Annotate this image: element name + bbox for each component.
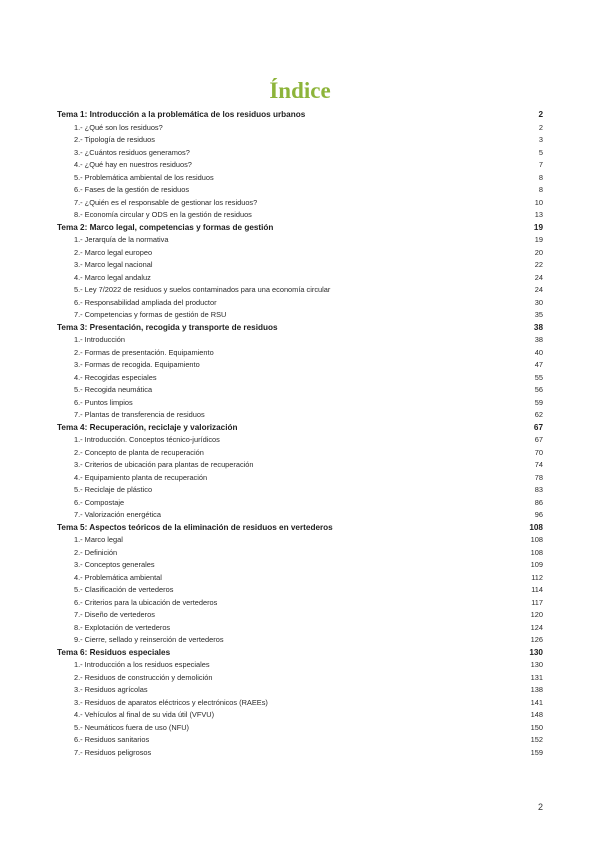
- toc-entry[interactable]: [57, 160, 543, 173]
- toc-entry-title: 8.- Explotación de vertederos: [74, 622, 171, 632]
- toc-entry-title: 4.- Vehículos al final de su vida útil (VFVU): [74, 710, 215, 719]
- toc-entry[interactable]: [57, 173, 543, 186]
- toc-entry[interactable]: [57, 410, 543, 423]
- toc-entry[interactable]: [57, 735, 543, 748]
- toc-section-heading[interactable]: [57, 523, 543, 536]
- toc-entry-page: 3: [538, 135, 543, 144]
- toc-entry-title: 7.- Residuos peligrosos: [74, 747, 152, 757]
- toc-entry-title: 5.- Problemática ambiental de los residuos: [74, 172, 214, 182]
- toc-entry-title: 2.- Marco legal europeo: [74, 247, 153, 257]
- toc-entry-page: 74: [534, 460, 543, 469]
- toc-entry-title: 3.- ¿Cuántos residuos generamos?: [74, 147, 190, 157]
- toc-entry-title: 1.- Jerarquía de la normativa: [74, 235, 169, 244]
- toc-entry[interactable]: [57, 623, 543, 636]
- toc-entry-page: 8: [538, 172, 543, 182]
- toc-entry[interactable]: [57, 335, 543, 348]
- toc-entry[interactable]: [57, 123, 543, 136]
- toc-entry[interactable]: [57, 635, 543, 648]
- toc-entry[interactable]: [57, 485, 543, 498]
- toc-entry[interactable]: [57, 448, 543, 461]
- toc-entry-title: 6.- Responsabilidad ampliada del productor: [74, 297, 217, 307]
- toc-entry-page: 24: [534, 272, 543, 282]
- toc-entry-page: 67: [534, 435, 543, 444]
- toc-entry[interactable]: [57, 148, 543, 161]
- toc-entry-title: 1.- Introducción. Conceptos técnico-jurídicos: [74, 435, 220, 444]
- toc-entry-page: 120: [530, 610, 543, 619]
- toc-entry-page: 55: [534, 372, 543, 382]
- toc-entry[interactable]: [57, 235, 543, 248]
- toc-entry[interactable]: [57, 748, 543, 761]
- table-of-contents: [57, 110, 543, 760]
- toc-entry-title: 6.- Puntos limpios: [74, 397, 133, 407]
- toc-section-page: 130: [529, 647, 543, 657]
- toc-entry[interactable]: [57, 385, 543, 398]
- toc-entry-page: 150: [530, 722, 543, 732]
- toc-entry-title: 3.- Residuos de aparatos eléctricos y electrónicos (RAEEs): [74, 697, 268, 707]
- toc-entry[interactable]: [57, 498, 543, 511]
- toc-entry[interactable]: [57, 673, 543, 686]
- toc-entry-page: 2: [538, 122, 543, 132]
- toc-entry[interactable]: [57, 398, 543, 411]
- toc-entry-title: 1.- Introducción: [74, 335, 125, 344]
- toc-entry[interactable]: [57, 473, 543, 486]
- toc-entry-page: 13: [534, 210, 543, 219]
- toc-entry-title: 7.- Competencias y formas de gestión de RSU: [74, 310, 227, 319]
- toc-entry-page: 112: [531, 572, 543, 582]
- toc-entry-page: 40: [534, 347, 543, 357]
- toc-entry[interactable]: [57, 310, 543, 323]
- toc-entry[interactable]: [57, 298, 543, 311]
- toc-entry-title: 4.- Problemática ambiental: [74, 572, 162, 582]
- toc-entry[interactable]: [57, 460, 543, 473]
- toc-entry[interactable]: [57, 435, 543, 448]
- toc-entry-page: 159: [530, 747, 543, 757]
- toc-entry-title: 4.- Equipamiento planta de recuperación: [74, 472, 208, 482]
- toc-section-page: 2: [538, 110, 543, 119]
- toc-section-title: Tema 1: Introducción a la problemática de los residuos urbanos: [57, 110, 306, 119]
- toc-entry-page: 130: [530, 660, 543, 669]
- toc-entry-title: 1.- ¿Qué son los residuos?: [74, 122, 163, 132]
- toc-entry-title: 7.- ¿Quién es el responsable de gestionar los residuos?: [74, 197, 258, 207]
- toc-entry-title: 8.- Economía circular y ODS en la gestión de residuos: [74, 210, 252, 219]
- toc-entry-page: 56: [534, 385, 543, 394]
- toc-entry[interactable]: [57, 598, 543, 611]
- toc-entry-title: 9.- Cierre, sellado y reinserción de vertederos: [74, 635, 224, 644]
- toc-entry[interactable]: [57, 573, 543, 586]
- page-number: 2: [537, 802, 543, 812]
- toc-entry[interactable]: [57, 210, 543, 223]
- toc-entry-page: 114: [531, 585, 543, 594]
- toc-entry-page: 5: [538, 147, 543, 157]
- toc-entry[interactable]: [57, 273, 543, 286]
- toc-entry-title: 7.- Plantas de transferencia de residuos: [74, 410, 205, 419]
- toc-entry[interactable]: [57, 548, 543, 561]
- toc-entry-page: 35: [534, 310, 543, 319]
- toc-entry-title: 7.- Diseño de vertederos: [74, 610, 155, 619]
- toc-entry[interactable]: [57, 585, 543, 598]
- toc-entry-page: 131: [530, 672, 543, 682]
- toc-entry-title: 5.- Neumáticos fuera de uso (NFU): [74, 722, 190, 732]
- toc-entry-page: 70: [534, 447, 543, 457]
- toc-entry-page: 22: [534, 260, 543, 269]
- toc-entry-title: 3.- Formas de recogida. Equipamiento: [74, 360, 200, 369]
- toc-entry-page: 24: [534, 285, 543, 294]
- toc-entry[interactable]: [57, 510, 543, 523]
- toc-entry-page: 96: [534, 510, 543, 519]
- page-title: Índice: [269, 78, 331, 103]
- toc-entry-page: 30: [534, 297, 543, 307]
- toc-entry[interactable]: [57, 248, 543, 261]
- toc-section-page: 108: [529, 522, 543, 532]
- toc-entry-title: 1.- Marco legal: [74, 535, 123, 544]
- toc-entry-title: 5.- Recogida neumática: [74, 385, 153, 394]
- toc-entry[interactable]: [57, 610, 543, 623]
- toc-entry-page: 20: [534, 247, 543, 257]
- toc-section-title: Tema 4: Recuperación, reciclaje y valorización: [57, 422, 238, 432]
- toc-entry-title: 2.- Concepto de planta de recuperación: [74, 447, 204, 457]
- toc-section-title: Tema 3: Presentación, recogida y transporte de residuos: [57, 322, 278, 332]
- toc-entry-title: 6.- Criterios para la ubicación de vertederos: [74, 597, 218, 607]
- toc-entry-title: 1.- Introducción a los residuos especiales: [74, 660, 210, 669]
- toc-section-page: 67: [533, 422, 543, 432]
- toc-entry-page: 47: [534, 360, 543, 369]
- toc-entry-page: 138: [530, 685, 543, 694]
- toc-entry-page: 108: [530, 535, 543, 544]
- toc-entry-title: 5.- Reciclaje de plástico: [74, 485, 153, 494]
- toc-section-heading[interactable]: [57, 223, 543, 236]
- toc-section-heading[interactable]: [57, 110, 543, 123]
- toc-entry-title: 6.- Residuos sanitarios: [74, 735, 150, 744]
- toc-entry-page: 117: [531, 597, 543, 607]
- toc-entry[interactable]: [57, 260, 543, 273]
- toc-entry-page: 38: [534, 335, 543, 344]
- toc-entry-title: 3.- Residuos agrícolas: [74, 685, 148, 694]
- toc-entry-page: 59: [534, 397, 543, 407]
- toc-entry-title: 5.- Clasificación de vertederos: [74, 585, 174, 594]
- toc-section-page: 19: [533, 222, 543, 232]
- toc-entry-title: 7.- Valorización energética: [74, 510, 161, 519]
- toc-section-page: 38: [533, 322, 543, 332]
- toc-entry-title: 5.- Ley 7/2022 de residuos y suelos contaminados para una economía circular: [74, 285, 331, 294]
- toc-entry-page: 108: [530, 547, 543, 557]
- toc-entry-title: 4.- Recogidas especiales: [74, 372, 157, 382]
- toc-section-title: Tema 6: Residuos especiales: [57, 647, 171, 657]
- toc-entry[interactable]: [57, 185, 543, 198]
- toc-entry[interactable]: [57, 198, 543, 211]
- toc-entry-page: 7: [538, 160, 543, 169]
- toc-entry-page: 152: [530, 735, 543, 744]
- toc-entry-title: 2.- Tipología de residuos: [74, 135, 155, 144]
- toc-entry[interactable]: [57, 285, 543, 298]
- toc-entry-page: 83: [534, 485, 543, 494]
- toc-entry[interactable]: [57, 373, 543, 386]
- toc-entry-title: 3.- Conceptos generales: [74, 560, 155, 569]
- toc-entry[interactable]: [57, 660, 543, 673]
- toc-entry[interactable]: [57, 135, 543, 148]
- toc-entry-title: 3.- Marco legal nacional: [74, 260, 153, 269]
- toc-entry[interactable]: [57, 535, 543, 548]
- toc-entry-page: 124: [530, 622, 543, 632]
- toc-section-heading[interactable]: [57, 423, 543, 436]
- toc-section-title: Tema 5: Aspectos teóricos de la eliminación de residuos en vertederos: [57, 522, 333, 532]
- toc-entry-title: 3.- Criterios de ubicación para plantas de recuperación: [74, 460, 254, 469]
- toc-entry[interactable]: [57, 723, 543, 736]
- toc-entry-page: 109: [530, 560, 543, 569]
- toc-entry-title: 6.- Fases de la gestión de residuos: [74, 185, 190, 194]
- toc-entry-title: 6.- Compostaje: [74, 497, 125, 507]
- toc-entry-page: 141: [530, 697, 543, 707]
- toc-entry-page: 148: [530, 710, 543, 719]
- toc-entry-page: 86: [534, 497, 543, 507]
- toc-entry-title: 4.- Marco legal andaluz: [74, 272, 151, 282]
- toc-entry-title: 2.- Residuos de construcción y demolición: [74, 672, 213, 682]
- toc-entry-title: 2.- Formas de presentación. Equipamiento: [74, 347, 214, 357]
- toc-section-title: Tema 2: Marco legal, competencias y formas de gestión: [57, 222, 274, 232]
- toc-entry-page: 8: [538, 185, 543, 194]
- toc-entry[interactable]: [57, 360, 543, 373]
- toc-entry[interactable]: [57, 710, 543, 723]
- toc-entry-title: 4.- ¿Qué hay en nuestros residuos?: [74, 160, 192, 169]
- toc-entry-title: 2.- Definición: [74, 547, 118, 557]
- toc-entry[interactable]: [57, 685, 543, 698]
- toc-section-heading[interactable]: [57, 648, 543, 661]
- toc-entry[interactable]: [57, 698, 543, 711]
- toc-entry-page: 78: [534, 472, 543, 482]
- toc-entry[interactable]: [57, 560, 543, 573]
- toc-entry-page: 62: [534, 410, 543, 419]
- toc-entry[interactable]: [57, 348, 543, 361]
- toc-section-heading[interactable]: [57, 323, 543, 336]
- toc-entry-page: 10: [534, 197, 543, 207]
- toc-entry-page: 19: [534, 235, 543, 244]
- toc-entry-page: 126: [530, 635, 543, 644]
